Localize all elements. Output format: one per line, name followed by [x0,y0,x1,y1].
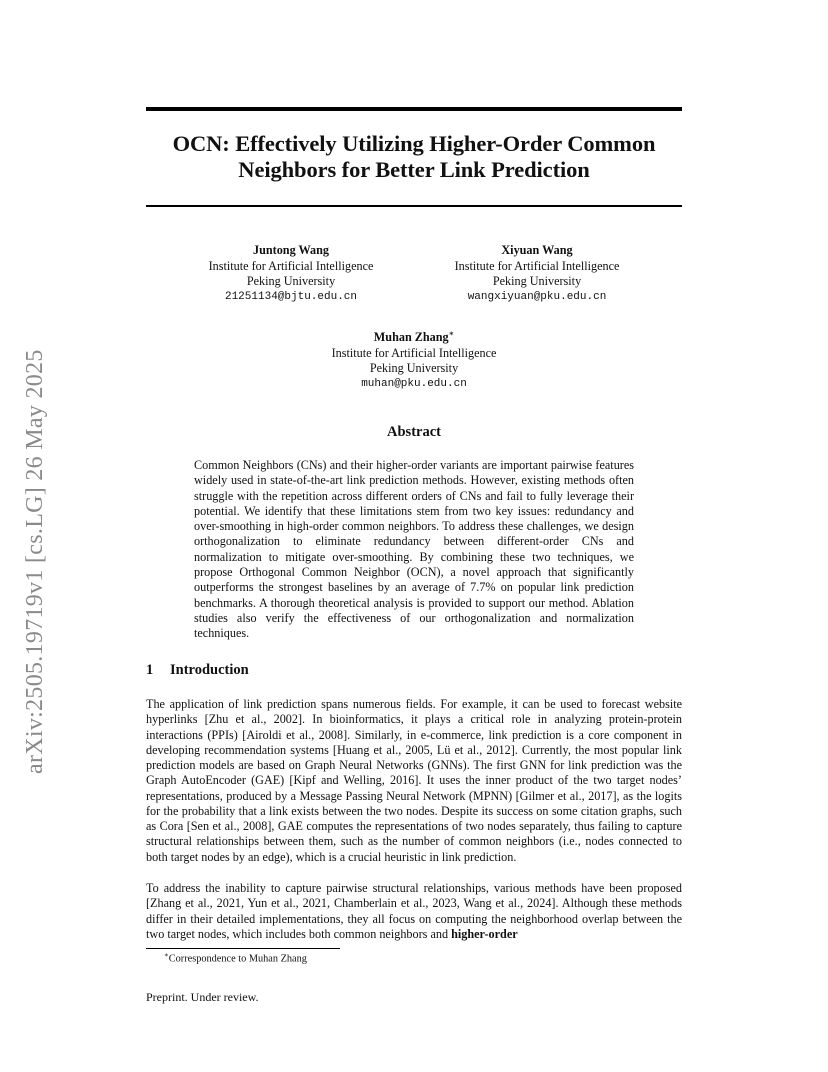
author-name: Xiyuan Wang [501,243,573,257]
section-number: 1 [146,662,154,678]
paragraph-2-text: To address the inability to capture pairwise structural relationships, various methods have been proposed [Zhang et al., 2021, Yun et al., 2021, Chamberlain et al., 2023, Wang et al., 2024]. Although these methods differ in their detailed implementations, they all focus on computing the neighborhood overlap between the two target nodes, which includes both common neighbors and [146,881,682,941]
author-email[interactable]: 21251134@bjtu.edu.cn [224,290,358,303]
intro-paragraph-1: The application of link prediction spans numerous fields. For example, it can be used to forecast website hyperlinks [Zhu et al., 2002]. In bioinformatics, it plays a critical role in analyzing protein-protein interactions (PPIs) [Airoldi et al., 2008]. Similarly, in e-commerce, link prediction is a core component in developing recommendation systems [Huang et al., 2005, Lü et al., 2012]. Currently, the most popular link prediction models are based on Graph Neural Networks (GNNs). The first GNN for link prediction was the Graph AutoEncoder (GAE) [Kipf and Welling, 2016]. It uses the inner product of the two target nodes’ representations, produced by a Message Passing Neural Network (MPNN) [Gilmer et al., 2017], as the logits for the probability that a link exists between the two nodes. Despite its success on some citation graphs, such as Cora [Sen et al., 2008], GAE computes the representations of two nodes separately, thus failing to capture structural relationships between them, such as the number of common neighbors (i.e., nodes connected to both target nodes by an edge), which is a crucial heuristic in link prediction. [146,697,682,864]
title-line-1: OCN: Effectively Utilizing Higher-Order Common [172,131,656,156]
footnote-text: Correspondence to Muhan Zhang [168,953,307,965]
author-university: Peking University [369,361,459,376]
section-title: Introduction [170,662,249,678]
footnote [164,951,307,964]
title-line-2: Neighbors for Better Link Prediction [238,157,590,182]
author-affiliation: Institute for Artificial Intelligence [208,258,374,273]
abstract-text: Common Neighbors (CNs) and their higher-order variants are important pairwise features widely used in state-of-the-art link prediction methods. However, existing methods often struggle with the repetition across different orders of CNs and fail to fully leverage their potential. We identify that these limitations stem from two key issues: redundancy and over-smoothing in high-order common neighbors. To address these challenges, we design orthogonalization to eliminate redundancy between different-order CNs and normalization to mitigate over-smoothing. By combining these two techniques, we propose Orthogonal Common Neighbor (OCN), a novel approach that significantly outperforms the strongest baselines by an average of 7.7% on popular link prediction benchmarks. A thorough theoretical analysis is provided to support our method. Ablation studies also verify the effectiveness of our orthogonalization and normalization techniques. [194,458,634,641]
author-name: Juntong Wang [253,243,329,257]
preprint-note: Preprint. Under review. [146,990,259,1004]
author-name-row [264,326,564,346]
author-email[interactable]: wangxiyuan@pku.edu.cn [467,290,607,303]
author-name: Muhan Zhang [373,330,449,345]
paragraph-2-bold-term: higher-order [451,926,518,941]
intro-paragraph-2 [146,881,682,942]
corresponding-marker: ∗ [448,329,455,338]
title-top-rule [146,107,682,111]
footnote-marker: ∗ [164,951,169,959]
author-block-3 [264,326,564,392]
arxiv-identifier: arXiv:2505.19719v1 [cs.LG] 26 May 2025 [22,349,48,774]
author-block-1 [178,243,404,305]
section-heading [146,662,249,679]
author-affiliation: Institute for Artificial Intelligence [331,345,497,360]
author-block-2 [424,243,650,305]
abstract-heading: Abstract [387,424,441,440]
footnote-rule [146,948,340,949]
author-university: Peking University [492,274,582,288]
author-email[interactable]: muhan@pku.edu.cn [361,377,467,390]
author-affiliation: Institute for Artificial Intelligence [454,258,620,273]
paper-title [146,131,682,183]
title-bottom-rule [146,205,682,207]
author-university: Peking University [246,274,336,288]
